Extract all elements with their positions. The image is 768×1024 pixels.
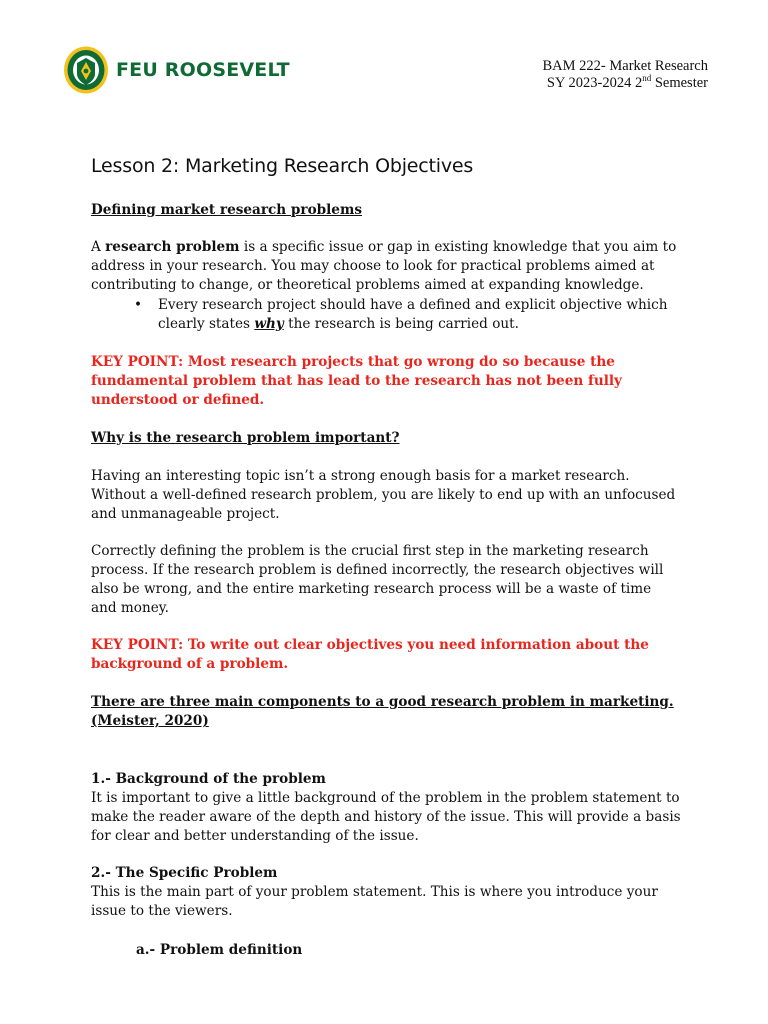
importance-paragraph-1: Having an interesting topic isn’t a strong enough basis for a market research. Without a well-defined research problem, you are likely to end up with an unfocused and unmanageable project. <box>91 468 676 522</box>
feu-roosevelt-seal-icon <box>62 45 110 95</box>
component-2-heading: 2.- The Specific Problem <box>91 865 278 881</box>
course-code: BAM 222- Market Research <box>542 58 708 74</box>
component-1-text: It is important to give a little background of the problem in the problem statement to make the reader aware of the depth and history of the issue. This will provide a basis for clear and better understanding of the issue. <box>91 790 681 844</box>
section-heading-components: There are three main components to a good research problem in marketing. (Meister, 2020) <box>91 694 674 729</box>
course-info <box>543 58 709 92</box>
research-problem-paragraph: A research problem is a specific issue or gap in existing knowledge that you aim to address in your research. You may choose to look for practical problems aimed at contributing to change, or theoretical problems aimed at expanding knowledge. <box>91 239 677 293</box>
component-1-heading: 1.- Background of the problem <box>91 771 326 787</box>
logo-wordmark: FEU ROOSEVELT <box>116 59 290 81</box>
bullet-marker: • <box>134 297 143 313</box>
component-2a-heading: a.- Problem definition <box>136 942 303 958</box>
section-heading-defining: Defining market research problems <box>91 202 362 218</box>
importance-paragraph-2: Correctly defining the problem is the crucial first step in the marketing research process. If the research problem is defined incorrectly, the research objectives will also be wrong, and the entire marketing research process will be a waste of time and money. <box>91 543 664 616</box>
bullet-item-objective: Every research project should have a defined and explicit objective which clearly states why the research is being carried out. <box>158 297 668 332</box>
university-logo <box>62 45 290 95</box>
lesson-title: Lesson 2: Marketing Research Objectives <box>91 155 474 177</box>
key-point-2: KEY POINT: To write out clear objectives you need information about the background of a problem. <box>91 637 649 672</box>
section-heading-importance: Why is the research problem important? <box>91 430 400 446</box>
school-year: SY 2023-2024 2nd Semester <box>546 73 708 91</box>
key-point-1: KEY POINT: Most research projects that go wrong do so because the fundamental problem that has lead to the research has not been fully understood or defined. <box>91 354 622 408</box>
component-2-text: This is the main part of your problem statement. This is where you introduce your issue to the viewers. <box>91 884 658 919</box>
